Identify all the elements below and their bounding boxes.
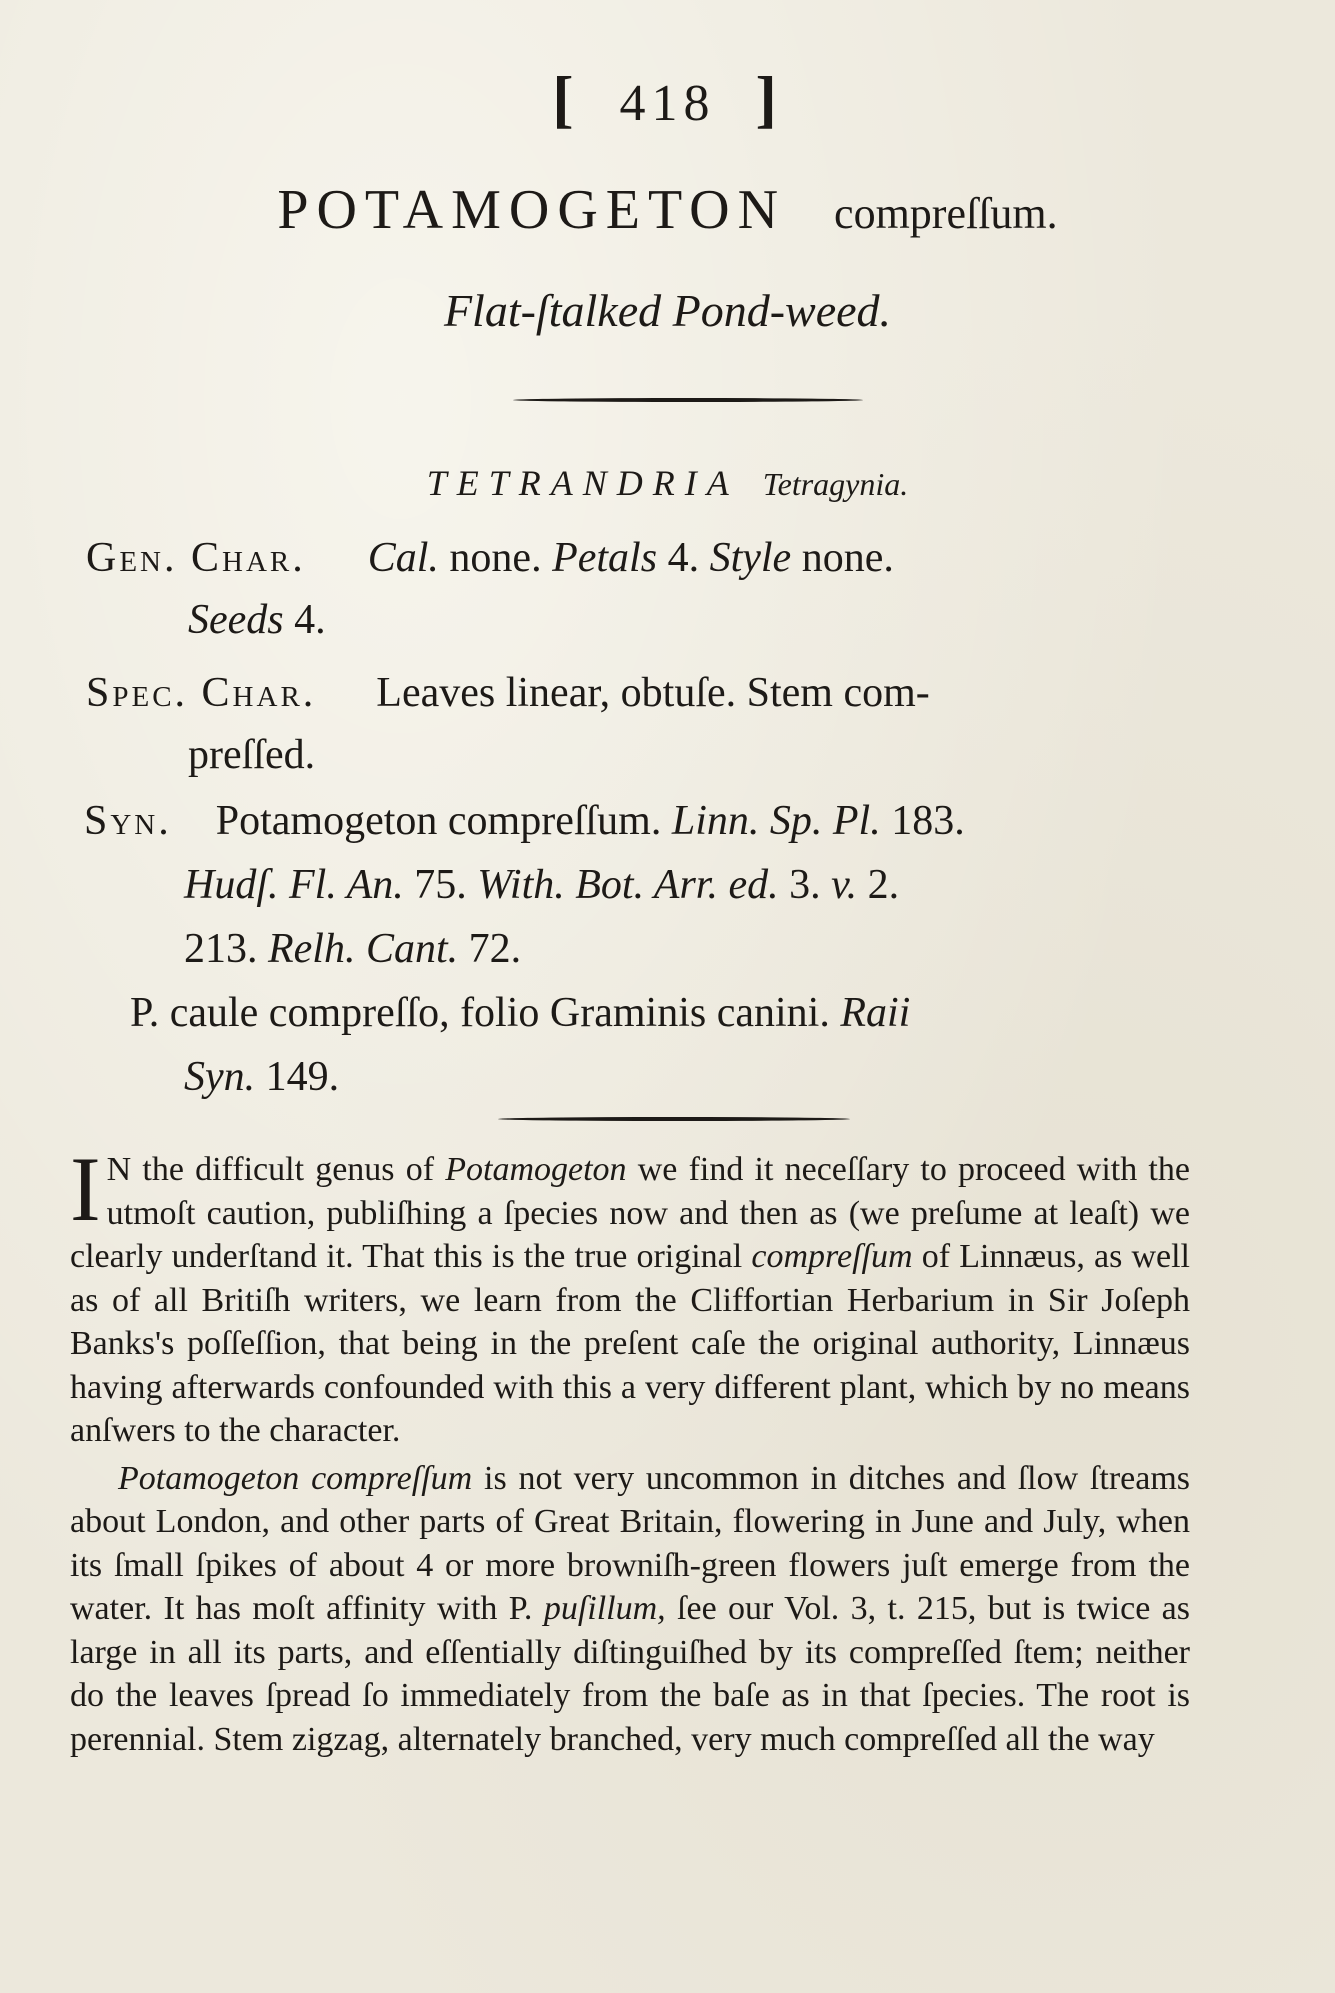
paragraph-2 [70, 1457, 1190, 1762]
paragraph-1-text [70, 1138, 1191, 1449]
divider-rule-2 [498, 1117, 850, 1121]
text-segment: 72. [458, 926, 522, 972]
syn-text-5 [184, 1054, 339, 1100]
syn-text-4 [130, 990, 910, 1036]
text-segment: 2. [857, 862, 900, 908]
text-segment: With. Bot. Arr. ed. [477, 862, 779, 908]
text-segment: Potamogeton compreſſum [118, 1459, 473, 1497]
right-bracket: ] [755, 63, 783, 134]
order-name: Tetragynia. [762, 466, 909, 502]
paragraph-2-text [70, 1460, 1190, 1758]
text-segment: puſillum, [543, 1590, 666, 1627]
species-title [0, 178, 1335, 242]
text-segment: compreſſum [751, 1238, 913, 1275]
spec-char-line-2 [188, 724, 315, 786]
spec-char-label: Spec. Char. [86, 670, 317, 716]
linnaean-classification [0, 462, 1335, 504]
syn-text-3 [184, 926, 521, 972]
text-segment: we find it neceſſary to proceed with the utmoſt caution, publiſhing a ſpecies now and then as (we preſume at leaſt) we clearly underſtand it. That this is the true original [70, 1151, 1190, 1275]
spec-char-continuation: preſſed. [188, 732, 316, 778]
gen-char-seeds-count: 4. [283, 597, 326, 643]
syn-text-2 [184, 862, 899, 908]
text-segment: Hudſ. Fl. An. [184, 862, 404, 908]
syn-text-1 [216, 798, 965, 844]
text-segment: 3. [778, 862, 832, 908]
text-segment: of Linnæus, as well as of all Britiſh writers, we learn from the Cliffortian Herbarium in Sir Joſeph Banks's poſſeſſion, that being in the preſent caſe the original authority, Linnæus having afterwards confounded with this a very different plant, which by no means anſwers to the character. [70, 1238, 1191, 1449]
gen-char-line-1 [86, 527, 894, 589]
drop-cap: I [70, 1138, 101, 1240]
text-segment: Relh. Cant. [268, 926, 459, 972]
description-body [70, 1138, 1191, 1761]
text-segment: is not very uncommon in ditches and ſlow ſtreams about London, and other parts of Great Britain, flowering in June and July, when its ſmall ſpikes of about 4 or more browniſh-green flowers juſt emerge from the water. It has moſt affinity with P. [70, 1459, 1190, 1627]
class-name: TETRANDRIA [426, 463, 739, 503]
gen-char-seeds: Seeds [188, 597, 284, 643]
text-segment: Potamogeton compreſſum. [215, 798, 672, 844]
divider-rule [513, 398, 863, 402]
page-number: 418 [619, 75, 716, 132]
left-bracket: [ [552, 63, 580, 134]
text-segment: Potamogeton [445, 1151, 627, 1188]
text-segment: none. [438, 535, 553, 581]
text-segment: 4. [657, 535, 710, 581]
syn-label: Syn. [84, 798, 172, 844]
text-segment: P. caule compreſſo, folio Graminis canini. [130, 990, 841, 1036]
text-segment: N the difficult genus of [106, 1151, 446, 1188]
gen-char-label: Gen. Char. [86, 535, 306, 581]
text-segment: Linn. Sp. Pl. [671, 798, 881, 844]
spec-char-text: Leaves linear, obtuſe. Stem com- [376, 670, 930, 716]
text-segment: 149. [255, 1054, 340, 1100]
text-segment: Raii [840, 990, 911, 1036]
paragraph-1 [70, 1138, 1191, 1453]
spec-char-line-1 [86, 662, 930, 724]
genus-name: POTAMOGETON [277, 179, 787, 241]
text-segment: 183. [880, 798, 965, 844]
text-segment: 213. [184, 926, 268, 972]
syn-line-4 [130, 982, 910, 1044]
syn-line-1 [84, 790, 965, 852]
text-segment: Syn. [184, 1054, 256, 1100]
text-segment: Petals [552, 535, 658, 581]
syn-line-3 [184, 918, 521, 980]
text-segment: v. [831, 862, 858, 908]
text-segment: 75. [403, 862, 478, 908]
syn-line-5 [184, 1046, 339, 1108]
text-segment: Style [709, 535, 792, 581]
text-segment: Cal. [367, 535, 439, 581]
gen-char-text [368, 535, 894, 581]
species-epithet: compreſſum. [834, 189, 1058, 238]
gen-char-line-2 [188, 589, 326, 651]
page-number-header [0, 62, 1335, 136]
common-name: Flat-ſtalked Pond-weed. [443, 285, 892, 336]
text-segment: ſee our Vol. 3, t. 215, but is twice as large in all its parts, and eſſentially diſtinguiſhed by its compreſſed ſtem; neither do the leaves ſpread ſo immediately from the baſe as in that ſpecies. The root is perennial. Stem zigzag, alternately branched, very much compreſſed all the way [70, 1590, 1190, 1758]
text-segment: none. [791, 535, 894, 581]
syn-line-2 [184, 854, 899, 916]
